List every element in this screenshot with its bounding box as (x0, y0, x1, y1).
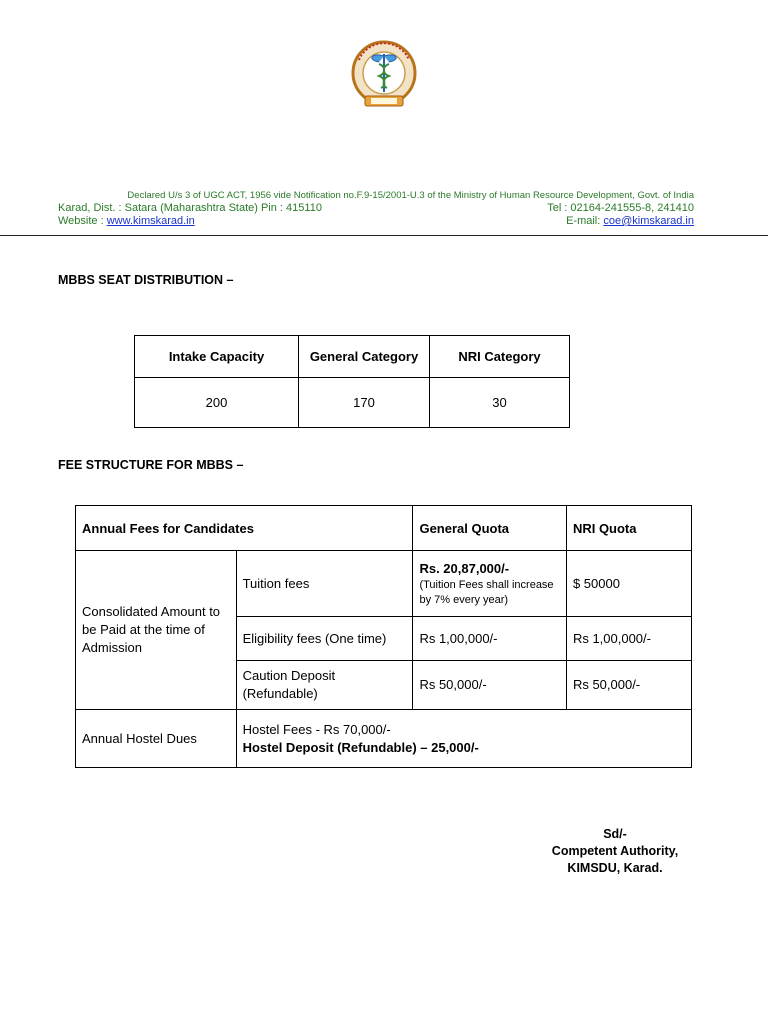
hostel-fees: Hostel Fees - Rs 70,000/- (242, 721, 391, 737)
header-divider (0, 235, 768, 236)
table-row (76, 710, 692, 768)
table-row (76, 551, 692, 617)
hostel-deposit: Hostel Deposit (Refundable) – 25,000/- (242, 739, 479, 755)
general-amount: Rs. 20,87,000/- (419, 560, 510, 576)
signature-block (540, 826, 690, 877)
general-quota-cell: Rs 1,00,000/- (413, 617, 566, 661)
general-quota-cell: Rs 50,000/- (413, 661, 566, 710)
table-cell: 200 (135, 378, 299, 428)
table-header-row (76, 506, 692, 551)
general-quota-cell (413, 551, 566, 617)
table-row (135, 378, 570, 428)
fee-item: Eligibility fees (One time) (236, 617, 413, 661)
hostel-details (236, 710, 691, 768)
consolidated-label: Consolidated Amount to be Paid at the time of Admission (76, 551, 237, 710)
nri-quota-cell: Rs 50,000/- (566, 661, 691, 710)
column-header: Annual Fees for Candidates (76, 506, 413, 551)
address-line (58, 202, 694, 214)
fee-structure-heading: FEE STRUCTURE FOR MBBS – (58, 458, 244, 472)
table-cell: 170 (299, 378, 430, 428)
column-header: Intake Capacity (135, 336, 299, 378)
contact-line (58, 215, 694, 227)
table-cell: 30 (430, 378, 570, 428)
nri-quota-cell: $ 50000 (566, 551, 691, 617)
website-link[interactable]: www.kimskarad.in (106, 215, 195, 227)
table-header-row (135, 336, 570, 378)
hostel-label: Annual Hostel Dues (76, 710, 237, 768)
website-label: Website : (58, 215, 107, 227)
caduceus-seal-icon (349, 40, 419, 114)
signature-institution: KIMSDU, Karad. (567, 861, 663, 875)
column-header: General Category (299, 336, 430, 378)
nri-quota-cell: Rs 1,00,000/- (566, 617, 691, 661)
email-block (566, 215, 694, 227)
address-text: Karad, Dist. : Satara (Maharashtra State) Pin : 415110 (58, 202, 322, 214)
fee-item: Caution Deposit (Refundable) (236, 661, 413, 710)
signature-sd: Sd/- (603, 827, 627, 841)
fee-item: Tuition fees (236, 551, 413, 617)
seat-distribution-heading: MBBS SEAT DISTRIBUTION – (58, 273, 234, 287)
telephone-text: Tel : 02164-241555-8, 241410 (547, 202, 694, 214)
column-header: General Quota (413, 506, 566, 551)
column-header: NRI Quota (566, 506, 691, 551)
fee-structure-table (75, 505, 692, 768)
tuition-note: (Tuition Fees shall increase by 7% every year) (419, 578, 554, 606)
email-label: E-mail: (566, 215, 604, 227)
signature-authority: Competent Authority, (551, 844, 679, 858)
column-header: NRI Category (430, 336, 570, 378)
email-link[interactable]: coe@kimskarad.in (603, 215, 694, 227)
declaration-text: Declared U/s 3 of UGC ACT, 1956 vide Notification no.F.9-15/2001-U.3 of the Ministry of Human Resource Development, Govt. of India (127, 190, 694, 201)
seat-distribution-table (134, 335, 570, 428)
